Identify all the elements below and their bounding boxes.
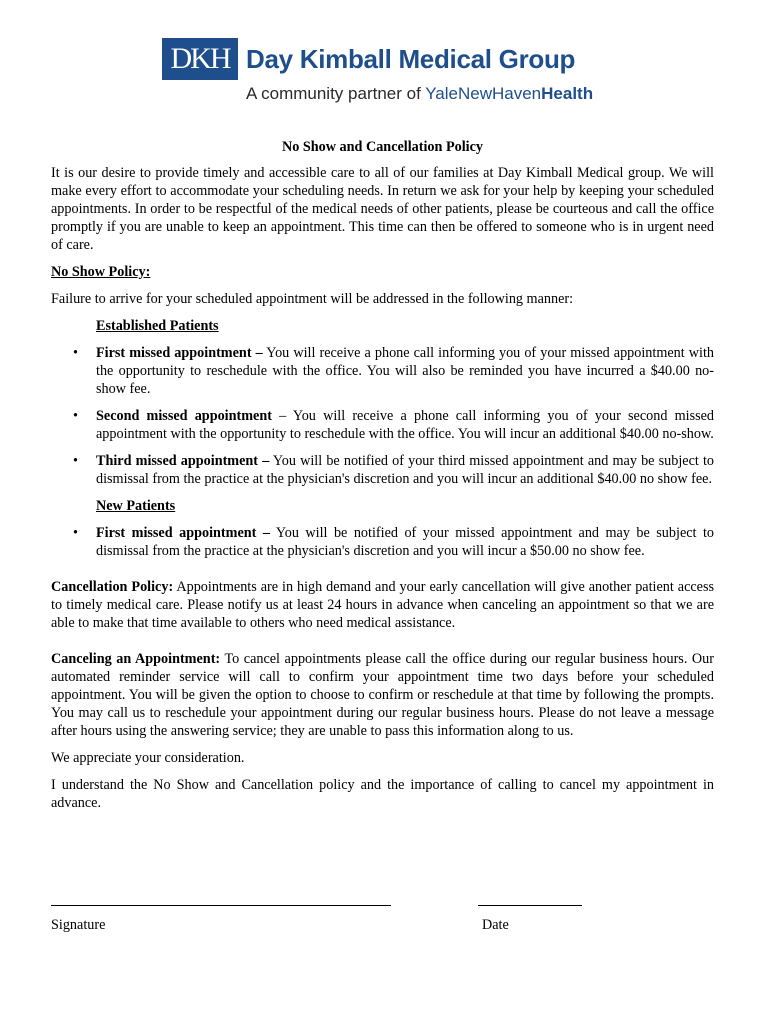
document-title: No Show and Cancellation Policy xyxy=(281,139,483,155)
established-patients-heading: Established Patients xyxy=(96,318,219,334)
item-text: – You will receive a phone call informing you of your second missed appointment with the opportunity to reschedule with the office. You will incur an additional $40.00 no-show. xyxy=(96,408,714,442)
date-line[interactable] xyxy=(478,895,582,906)
date-label: Date xyxy=(482,917,509,933)
item-label: First missed appointment – xyxy=(96,345,263,361)
list-item xyxy=(51,452,714,488)
appreciation-line: We appreciate your consideration. xyxy=(51,750,245,766)
bullet-icon: • xyxy=(73,408,78,424)
canceling-text: To cancel appointments please call the office during our regular business hours. Our automated reminder service will call to confirm your appointment time two days before your scheduled appointment. You will be given the option to choose to confirm or reschedule at that time by following the prompts. You may call us to reschedule your appointment during our regular business hours. Please do not leave a message after hours using the answering service; they are unable to pass this information along to us. xyxy=(51,651,714,739)
item-text: You will receive a phone call informing you of your missed appointment with the opportunity to reschedule with the office. You will also be reminded you have incurred a $40.00 no-show fee. xyxy=(96,345,715,397)
item-text: You will be notified of your third missed appointment and may be subject to dismissal from the practice at the physician's discretion and you will incur an additional $40.00 no show fee. xyxy=(96,453,714,487)
list-item xyxy=(51,344,714,398)
bullet-icon: • xyxy=(73,345,78,361)
acknowledgement-statement: I understand the No Show and Cancellation policy and the importance of calling to cancel my appointment in advance. xyxy=(51,777,714,811)
list-item xyxy=(51,524,714,560)
tagline-brand-a: YaleNewHaven xyxy=(425,84,542,103)
tagline-prefix: A community partner of xyxy=(246,84,426,103)
dkh-logo-mark: DKH xyxy=(162,38,238,80)
item-label: Second missed appointment xyxy=(96,408,272,424)
organization-logo xyxy=(162,38,594,108)
bullet-icon: • xyxy=(73,453,78,469)
new-patients-list xyxy=(51,524,714,560)
signature-label: Signature xyxy=(51,917,106,933)
new-patients-heading: New Patients xyxy=(96,498,176,514)
intro-paragraph: It is our desire to provide timely and accessible care to all of our families at Day Kimball Medical group. We will make every effort to accommodate your scheduling needs. In return we ask for your help by keeping your scheduled appointments. In order to be respectful of the medical needs of other patients, please be courteous and call the office promptly if you are unable to keep an appointment. This time can then be offered to someone who is in urgent need of care. xyxy=(51,165,714,253)
no-show-lead: Failure to arrive for your scheduled appointment will be addressed in the following manner: xyxy=(51,291,574,307)
no-show-heading: No Show Policy: xyxy=(51,264,151,280)
organization-name: Day Kimball Medical Group xyxy=(246,44,576,74)
tagline-brand-b: Health xyxy=(541,84,594,103)
list-item xyxy=(51,407,714,443)
cancellation-policy-paragraph xyxy=(51,578,714,632)
logo-tagline xyxy=(246,84,593,104)
tagline-brand xyxy=(425,84,593,103)
canceling-appointment-paragraph xyxy=(51,650,714,740)
canceling-label: Canceling an Appointment: xyxy=(51,651,221,667)
item-label: First missed appointment – xyxy=(96,525,270,541)
policy-document xyxy=(51,138,714,821)
cancellation-label: Cancellation Policy: xyxy=(51,579,174,595)
established-patients-list xyxy=(51,344,714,488)
cancellation-text: Appointments are in high demand and your early cancellation will give another patient access to timely medical care. Please notify us at least 24 hours in advance when canceling an appointment so that we are able to make that time available to others who need medical assistance. xyxy=(51,579,715,631)
item-label: Third missed appointment – xyxy=(96,453,270,469)
item-text: You will be notified of your missed appointment and may be subject to dismissal from the practice at the physician's discretion and you will incur a $50.00 no show fee. xyxy=(96,525,714,559)
bullet-icon: • xyxy=(73,525,78,541)
signature-line[interactable] xyxy=(51,895,391,906)
